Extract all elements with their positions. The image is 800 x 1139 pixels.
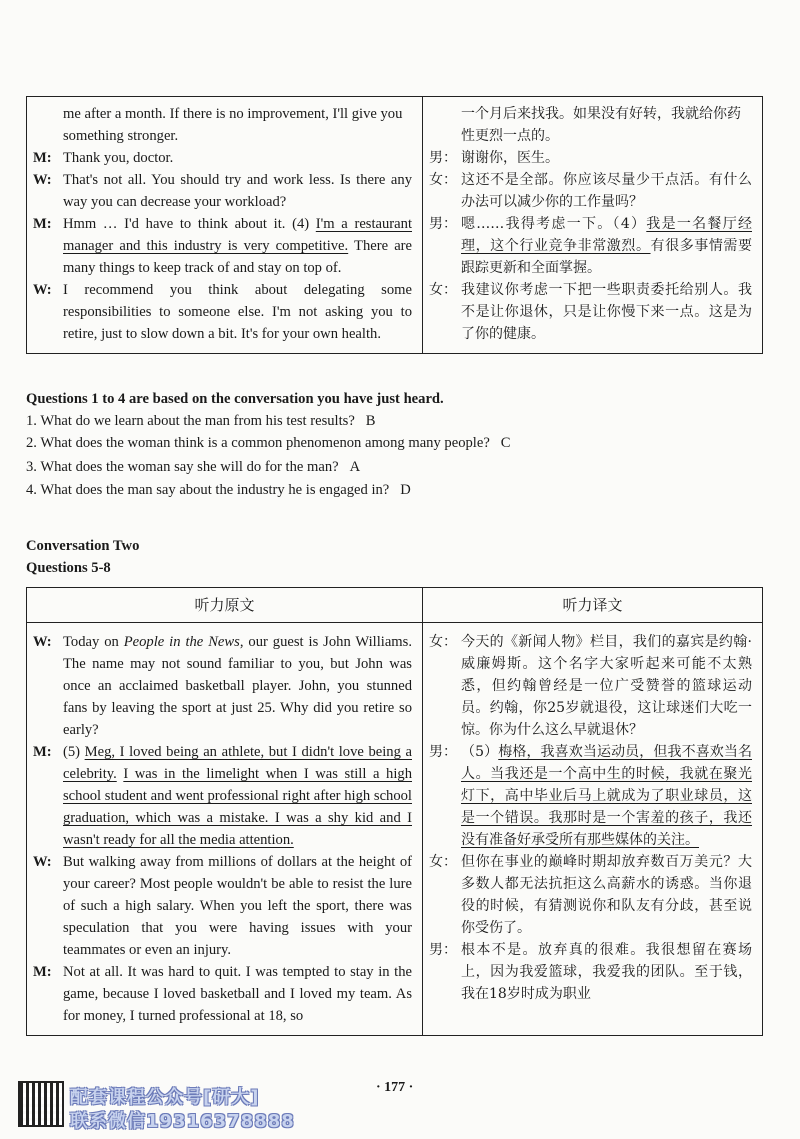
translation-line: 男： 根本不是。放弃真的很难。我很想留在赛场上，因为我爱篮球，我爱我的团队。至于钱，我在18岁时成为职业 [429, 942, 752, 1002]
transcript-line: W: I recommend you think about delegating some responsibilities to someone else. I'm not asking you to retire, just to slow down a bit. It's for your own health. [33, 282, 412, 342]
translation-line: 女： 今天的《新闻人物》栏目，我们的嘉宾是约翰·威廉姆斯。这个名字大家听起来可能不太熟悉，但约翰曾经是一位广受赞誉的篮球运动员。约翰，你25岁就退役，这让球迷们大吃一惊。你为什么这么早就退休？ [429, 634, 752, 738]
chinese-translation-cell [423, 623, 763, 1036]
page-number: · 177 · [376, 1080, 414, 1095]
qr-code-icon [18, 1081, 64, 1127]
header-chinese: 听力译文 [423, 588, 763, 623]
translation-line: 女： 但你在事业的巅峰时期却放弃数百万美元？大多数人都无法抗拒这么高薪水的诱惑。当你退役的时候，有猜测说你和队友有分歧，甚至说你受伤了。 [429, 854, 752, 936]
conversation-one-table [26, 96, 763, 354]
transcript-line: M: Hmm … I'd have to think about it. (4) I'm a restaurant manager and this industry is very competitive. There are many things to keep track of and stay on top of. [33, 216, 413, 276]
answer-letter: C [500, 435, 511, 451]
english-transcript-cell [27, 97, 423, 354]
translation-line: 男： 嗯……我得考虑一下。（4）我是一名餐厅经理，这个行业竞争非常激烈。有很多事情需要跟踪更新和全面掌握。 [429, 216, 753, 276]
question-item: 4. What does the man say about the industry he is engaged in? D [26, 482, 411, 498]
transcript-line: M: (5) Meg, I loved being an athlete, but I didn't love being a celebrity. I was in the limelight when I was still a high school student and went professional right after high school graduation, which was a mistake. I was a shy kid and I wasn't ready for all the media attention. [33, 744, 412, 848]
translation-line: 男： 谢谢你，医生。 [429, 150, 559, 166]
watermark-line: 联系微信19316378888 [70, 1111, 295, 1132]
transcript-line: M: Thank you, doctor. [33, 150, 174, 166]
watermark-line: 配套课程公众号[研大] [70, 1087, 260, 1108]
translation-line: 女： 我建议你考虑一下把一些职责委托给别人。我不是让你退休，只是让你慢下来一点。这是为了你的健康。 [429, 282, 752, 342]
conversation-two-table [26, 587, 763, 1036]
translation-line: 女： 这还不是全部。你应该尽量少干点活。有什么办法可以减少你的工作量吗？ [429, 172, 752, 210]
transcript-line: me after a month. If there is no improvement, I'll give you something stronger. [63, 106, 403, 144]
answer-letter: D [400, 482, 411, 498]
answer-letter: B [365, 413, 376, 429]
answer-underline: Meg, I loved being an athlete, but I didn't love being a celebrity. [63, 744, 412, 782]
answer-underline: 我是一名餐厅经理，这个行业竞争非常激烈。 [461, 216, 752, 254]
translation-line: 男： （5）梅格，我喜欢当运动员，但我不喜欢当名人。当我还是一个高中生的时候，我就在聚光灯下，高中毕业后马上就成为了职业球员，这是一个错误。我那时是一个害羞的孩子，我还没有准备好承受所有那些媒体的关注。 [429, 744, 752, 848]
answer-letter: A [349, 459, 361, 475]
conversation-subtitle: Questions 5-8 [26, 560, 111, 576]
translation-line: 一个月后来找我。如果没有好转，我就给你药性更烈一点的。 [461, 106, 741, 144]
header-english: 听力原文 [27, 588, 423, 623]
transcript-line: W: But walking away from millions of dollars at the height of your career? Most people wouldn't be able to resist the lure of such a high salary. When you left the sport, there was speculation that you were having issues with your teammates or even an injury. [33, 854, 412, 958]
question-item: 1. What do we learn about the man from his test results? B [26, 413, 376, 429]
english-transcript-cell [27, 623, 423, 1036]
transcript-line: W: That's not all. You should try and work less. Is there any way you can decrease your workload? [33, 172, 412, 210]
conversation-title: Conversation Two [26, 538, 140, 554]
answer-underline: 梅格，我喜欢当运动员，但我不喜欢当名人。当我还是一个高中生的时候，我就在聚光灯下，高中毕业后马上就成为了职业球员，这是一个错误。我那时是一个害羞的孩子，我还没有准备好承受所有那些媒体的关注。 [461, 744, 752, 848]
questions-heading: Questions 1 to 4 are based on the conversation you have just heard. [26, 391, 444, 407]
watermark [18, 1081, 318, 1131]
transcript-line: M: Not at all. It was hard to quit. I was tempted to stay in the game, because I loved basketball and I loved my team. As for money, I turned professional at 18, so [33, 964, 412, 1024]
chinese-translation-cell [423, 97, 763, 354]
question-item: 2. What does the woman think is a common phenomenon among many people? C [26, 435, 511, 451]
transcript-line: W: Today on People in the News, our guest is John Williams. The name may not sound familiar to you, but John was once an acclaimed basketball player. John, you stunned fans by leaving the sport at just 25. Why did you retire so early? [33, 634, 412, 738]
answer-underline: I'm a restaurant manager and this industry is very competitive. [63, 216, 412, 254]
question-item: 3. What does the woman say she will do for the man? A [26, 459, 361, 475]
answer-underline: I was in the limelight when I was still a high school student and went professional right after high school graduation, which was a mistake. I was a shy kid and I wasn't ready for all the media attention. [63, 766, 412, 848]
